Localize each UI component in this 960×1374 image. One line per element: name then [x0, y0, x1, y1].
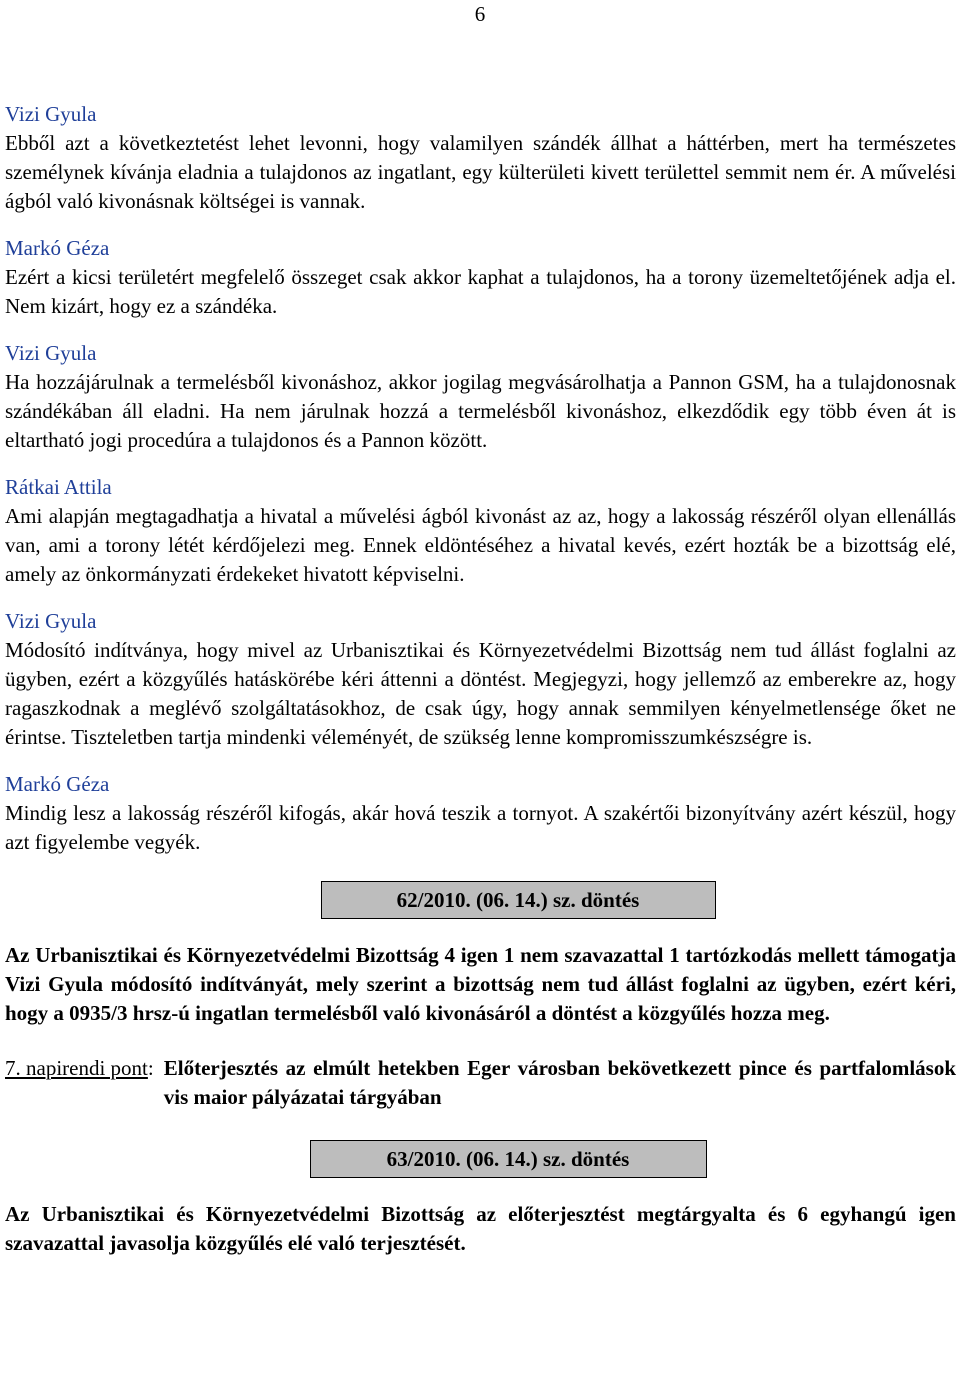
speech-text: Módosító indítványa, hogy mivel az Urbanisztikai és Környezetvédelmi Bizottság nem tud állást foglalni az ügyben, ezért a közgyűlés hatáskörébe kéri áttenni a döntést. Megjegyzi, hogy jellemző az emberekre az, hogy ragaszkodnak a meglévő szolgáltatásokhoz, de csak úgy, hogy annak semmilyen kényelmetlensége őket ne érintse. Tiszteletben tartja mindenki véleményét, de szükség lenne kompromisszumkészségre is. [5, 638, 956, 749]
speech-text: Ami alapján megtagadhatja a hivatal a művelési ágból kivonást az az, hogy a lakosság részéről olyan ellenállás van, ami a torony létét kérdőjelezi meg. Ennek eldöntéséhez a hivatal kevés, ezért hozták be a bizottság elé, amely az önkormányzati érdekeket hivatott képviselni. [5, 504, 956, 586]
agenda-colon: : [147, 1056, 154, 1080]
document-body [5, 100, 956, 1274]
speech-block [5, 339, 956, 455]
decision-heading-wrap [5, 1140, 956, 1178]
speech-block [5, 607, 956, 752]
speaker-name: Vizi Gyula [5, 341, 97, 365]
agenda-title: Előterjesztés az elmúlt hetekben Eger városban bekövetkezett pince és partfalomlások vis maior pályázatai tárgyában [163, 1056, 956, 1109]
speaker-name: Vizi Gyula [5, 102, 97, 126]
decision-text: Az Urbanisztikai és Környezetvédelmi Bizottság 4 igen 1 nem szavazattal 1 tartózkodás mellett támogatja Vizi Gyula módosító indítványát, mely szerint a bizottság nem tud állást foglalni az ügyben, ezért kéri, hogy a 0935/3 hrsz-ú ingatlan termelésből való kivonásáról a döntést a közgyűlés hozza meg. [5, 943, 956, 1025]
speaker-name: Markó Géza [5, 236, 110, 260]
speech-text: Ha hozzájárulnak a termelésből kivonáshoz, akkor jogilag megvásárolhatja a Pannon GSM, ha a tulajdonosnak szándékában áll eladni. Ha nem járulnak hozzá a termelésből kivonáshoz, elkezdődik egy több éven át is eltartható jogi procedúra a tulajdonos és a Pannon között. [5, 370, 956, 452]
speaker-name: Rátkai Attila [5, 475, 112, 499]
speech-text: Mindig lesz a lakosság részéről kifogás, akár hová teszik a tornyot. A szakértői bizonyítvány azért készül, hogy azt figyelembe vegyék. [5, 801, 956, 854]
decision-text: Az Urbanisztikai és Környezetvédelmi Bizottság az előterjesztést megtárgyalta és 6 egyhangú igen szavazattal javasolja közgyűlés elé való terjesztését. [5, 1202, 956, 1255]
speech-block [5, 100, 956, 216]
speech-text: Ezért a kicsi területért megfelelő összeget csak akkor kaphat a tulajdonos, ha a torony üzemeltetőjének adja el. Nem kizárt, hogy ez a szándéka. [5, 265, 956, 318]
decision-heading-wrap [5, 881, 956, 919]
agenda-number-label: 7. napirendi pont [5, 1056, 148, 1080]
agenda-item [5, 1054, 956, 1112]
speaker-name: Markó Géza [5, 772, 110, 796]
speech-text: Ebből azt a következtetést lehet levonni, hogy valamilyen szándék állhat a háttérben, mert ha természetes személynek kívánja eladnia a tulajdonos az ingatlant, egy külterületi kivett területtel semmit nem ér. A művelési ágból való kivonásnak költségei is vannak. [5, 131, 956, 213]
decision-number-box: 63/2010. (06. 14.) sz. döntés [310, 1140, 707, 1178]
speech-block [5, 770, 956, 857]
page-number: 6 [474, 2, 486, 26]
speech-block [5, 473, 956, 589]
decision-number-box: 62/2010. (06. 14.) sz. döntés [321, 881, 716, 919]
speaker-name: Vizi Gyula [5, 609, 97, 633]
speech-block [5, 234, 956, 321]
